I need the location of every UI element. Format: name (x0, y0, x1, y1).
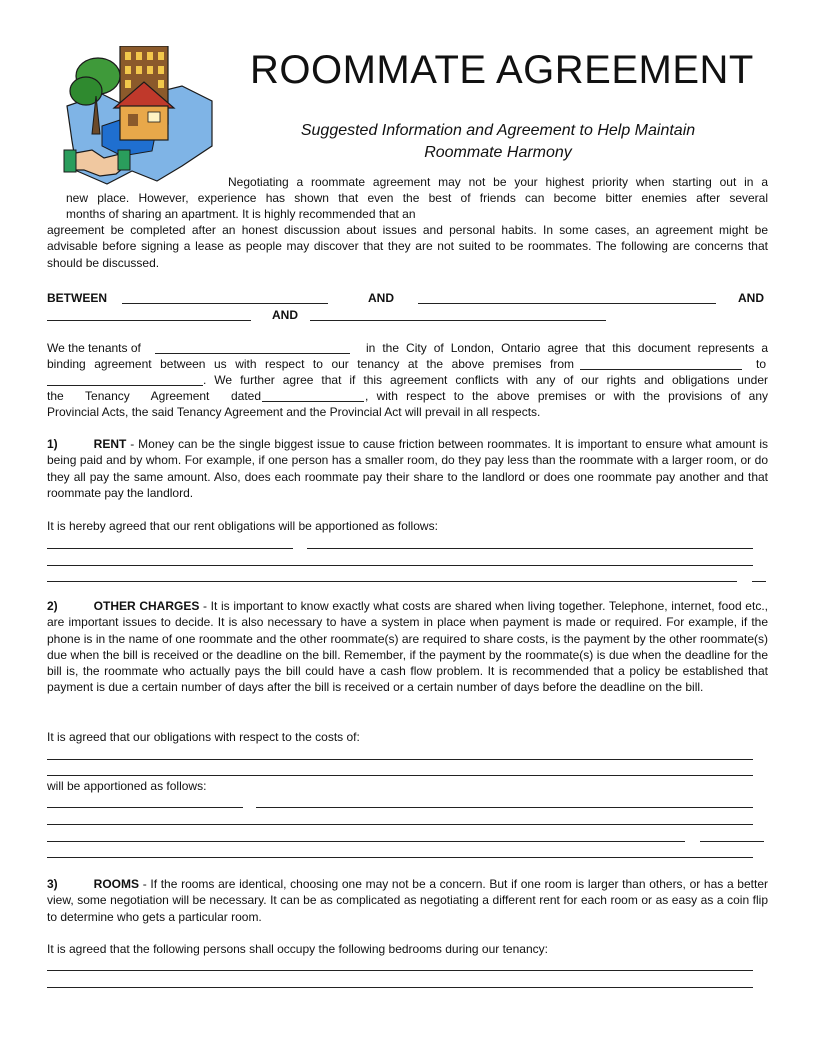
house-handshake-logo (62, 46, 222, 191)
rooms-heading: ROOMS (93, 877, 140, 891)
rooms-line-1[interactable] (47, 970, 753, 971)
tenancy-line-4a: the Tenancy Agreement dated (47, 389, 261, 403)
rent-line-3a[interactable] (47, 581, 737, 582)
intro-line-2: new place. However, experience has shown that even the best of friends can become bitter enemies after several (66, 191, 768, 205)
address-line[interactable] (155, 353, 350, 354)
rooms-text: - If the rooms are identical, choosing one may not be a concern. But if one room is larger than others, or has a better view, some negotiation will be necessary. It can be as complicated as negotiating a different rent for each room or as easy as a coin flip to determine who gets a particular room. (47, 877, 768, 924)
apportion-line-1b[interactable] (256, 807, 753, 808)
intro-line-1: Negotiating a roommate agreement may not be your highest priority when starting out in a (228, 175, 768, 189)
tenancy-line-2: binding agreement between us with respect to our tenancy at the above premises from (47, 357, 574, 371)
tenant-name-line-1[interactable] (122, 303, 328, 304)
rent-line-1b[interactable] (307, 548, 753, 549)
tenant-name-line-4[interactable] (310, 320, 606, 321)
intro-line-3: months of sharing an apartment. It is highly recommended that an (66, 207, 416, 221)
end-date-line[interactable] (47, 385, 203, 386)
apportion-line-4[interactable] (47, 857, 753, 858)
and-label-1: AND (368, 291, 394, 305)
rooms-number: 3) (47, 877, 58, 891)
tenancy-text-a: We the tenants of (47, 341, 141, 355)
page-title: ROOMMATE AGREEMENT (250, 48, 754, 92)
subtitle-line-1: Suggested Information and Agreement to Help Maintain (300, 122, 696, 139)
apportion-line-3b[interactable] (700, 841, 764, 842)
rent-section (47, 436, 768, 501)
other-charges-agreed-text: It is agreed that our obligations with respect to the costs of: (47, 730, 360, 744)
costs-line-1[interactable] (47, 759, 753, 760)
tenancy-date-line[interactable] (262, 401, 364, 402)
rent-heading: RENT (93, 437, 127, 451)
other-charges-section (47, 598, 768, 696)
other-charges-text: - It is important to know exactly what costs are shared when living together. Telephone, internet, food etc., are important issues to decide. It is also necessary to have a system in place when payment is made or required. For example, if the phone is in the name of one roommate and the other roommate(s) are required to share costs, is the payment by the other roommate(s) due when the bill is received or the deadline on the bill. Remember, if the payment by the roommate(s) is due when the deadline for the bill is, the roommate who actually pays the bill could have a cash flow problem. It is recommended that a policy be established that payment is due a certain number of days after the bill is received or a certain number of days before the deadline on the bill. (47, 599, 768, 695)
rent-line-2[interactable] (47, 565, 753, 566)
intro-paragraph-rest: agreement be completed after an honest discussion about issues and personal habits. In some cases, an agreement might be advisable before signing a lease as people may discover that they are not suited to be roommates. The following are concerns that should be discussed. (47, 223, 768, 270)
start-date-line[interactable] (580, 369, 742, 370)
rooms-line-2[interactable] (47, 987, 753, 988)
costs-line-2[interactable] (47, 775, 753, 776)
rent-text: - Money can be the single biggest issue to cause friction between roommates. It is important to ensure what amount is being paid and by whom. For example, if one person has a smaller room, do they pay less than the roommate with a larger room, or do they all pay the same amount. Also, does each roommate pay their share to the landlord or does one roommate pay another and that roommate pay the landlord. (47, 437, 768, 500)
other-charges-heading: OTHER CHARGES (93, 599, 200, 613)
rooms-agreed-text: It is agreed that the following persons shall occupy the following bedrooms during our tenancy: (47, 942, 548, 956)
between-label: BETWEEN (47, 291, 107, 305)
apportioned-text: will be apportioned as follows: (47, 779, 207, 793)
other-charges-number: 2) (47, 599, 58, 613)
to-label: to (756, 357, 767, 371)
tenant-name-line-3[interactable] (47, 320, 251, 321)
tenancy-text-b: in the City of London, Ontario agree that this document represents a (366, 341, 768, 355)
rent-number: 1) (47, 437, 58, 451)
tenancy-line-5: Provincial Acts, the said Tenancy Agreement and the Provincial Act will prevail in all respects. (47, 405, 541, 419)
subtitle (250, 120, 746, 164)
rent-line-1a[interactable] (47, 548, 293, 549)
tenancy-line-4b: , with respect to the above premises or with the provisions of any (365, 389, 768, 403)
apportion-line-2[interactable] (47, 824, 753, 825)
and-label-2: AND (738, 291, 764, 305)
tenant-name-line-2[interactable] (418, 303, 716, 304)
and-label-3: AND (272, 308, 298, 322)
apportion-line-3a[interactable] (47, 841, 685, 842)
subtitle-line-2: Roommate Harmony (424, 144, 572, 161)
rent-agreed-text: It is hereby agreed that our rent obligations will be apportioned as follows: (47, 519, 438, 533)
rooms-section (47, 876, 768, 925)
tenancy-line-3: . We further agree that if this agreement conflicts with any of our rights and obligations under (203, 373, 768, 387)
rent-line-3b[interactable] (752, 581, 766, 582)
apportion-line-1a[interactable] (47, 807, 243, 808)
